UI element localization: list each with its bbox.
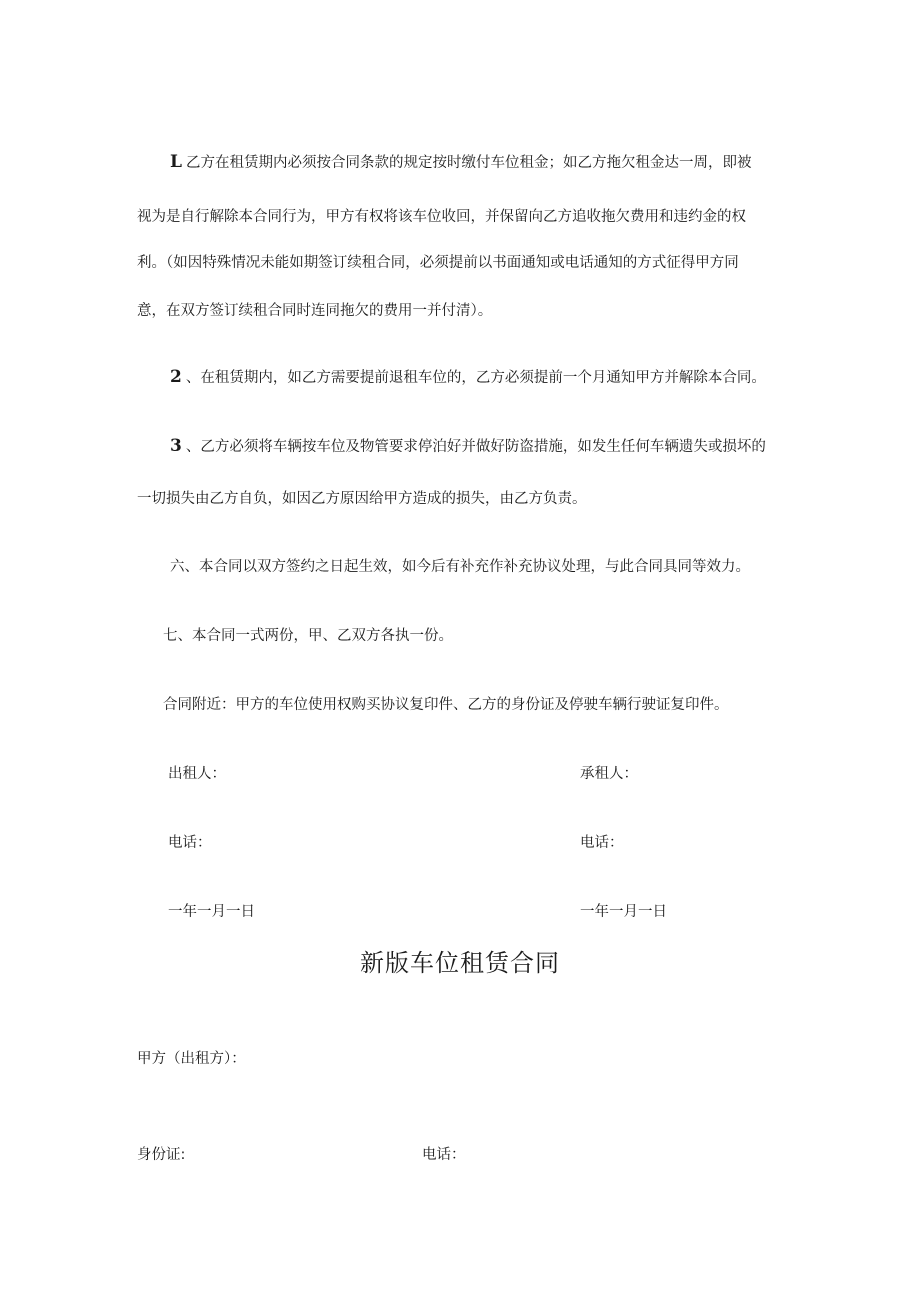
lessee-date: 一年一月一日 xyxy=(580,904,667,920)
lessee-label: 承租人： xyxy=(580,766,638,782)
clause-3-line-1 xyxy=(170,435,766,456)
clause-2-text-1: 、在租赁期内，如乙方需要提前退租车位的，乙方必须提前一个月通知甲方并解除本合同。 xyxy=(185,370,766,386)
clause-1-line-2: 视为是自行解除本合同行为，甲方有权将该车位收回，并保留向乙方追收拖欠费用和违约金的权 xyxy=(137,209,746,225)
clause-3-line-2: 一切损失由乙方自负，如因乙方原因给甲方造成的损失，由乙方负责。 xyxy=(137,491,587,507)
attachment-note: 合同附近：甲方的车位使用权购买协议复印件、乙方的身份证及停驶车辆行驶证复印件。 xyxy=(163,697,729,713)
lessor-date: 一年一月一日 xyxy=(168,904,255,920)
clause-3-text-1: 、乙方必须将车辆按车位及物管要求停泊好并做好防盗措施，如发生任何车辆遗失或损坏的 xyxy=(185,439,766,455)
lessee-phone-label: 电话： xyxy=(580,835,624,851)
clause-3-number: 3 xyxy=(170,436,182,456)
clause-2-number: 2 xyxy=(170,367,182,387)
clause-2-line-1 xyxy=(170,366,766,387)
clause-1-number: L xyxy=(170,152,182,172)
party-a-label: 甲方（出租方）： xyxy=(137,1051,246,1067)
party-a-id-label: 身份证: xyxy=(137,1147,186,1163)
clause-6: 六、本合同以双方签约之日起生效，如今后有补充作补充协议处理，与此合同具同等效力。 xyxy=(170,559,750,575)
clause-1-line-3: 利。（如因特殊情况未能如期签订续租合同，必须提前以书面通知或电话通知的方式征得甲方同 xyxy=(137,255,739,271)
clause-1-text-1: 乙方在租赁期内必须按合同条款的规定按时缴付车位租金；如乙方拖欠租金达一周，即被 xyxy=(185,155,752,171)
clause-1-line-4: 意，在双方签订续租合同时连同拖欠的费用一并付清）。 xyxy=(137,303,493,319)
lessor-label: 出租人： xyxy=(168,766,226,782)
clause-1-line-1 xyxy=(170,151,751,172)
contract-title: 新版车位租赁合同 xyxy=(360,949,560,977)
clause-7: 七、本合同一式两份，甲、乙双方各执一份。 xyxy=(163,628,453,644)
lessor-phone-label: 电话： xyxy=(168,835,212,851)
party-a-phone-label: 电话： xyxy=(422,1147,466,1163)
